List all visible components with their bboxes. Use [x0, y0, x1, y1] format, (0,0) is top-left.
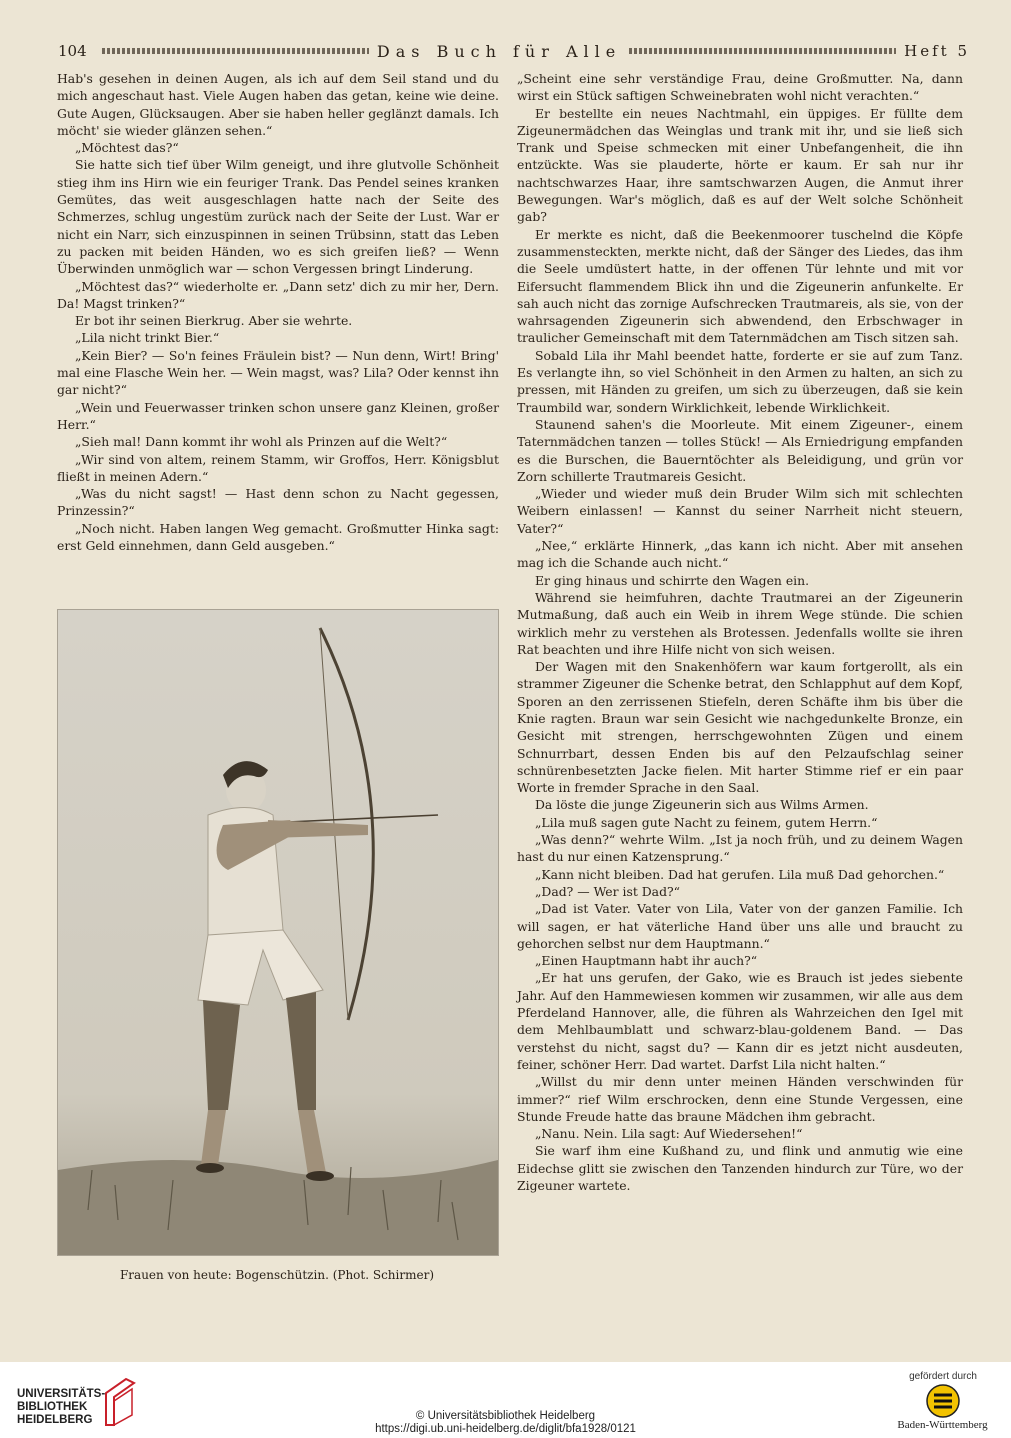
paragraph: „Möchtest das?“ wiederholte er. „Dann setz' dich zu mir her, Dern. Da! Magst trinken?“	[57, 278, 499, 311]
paragraph: „Er hat uns gerufen, der Gako, wie es Brauch ist jedes siebente Jahr. Auf den Hammewiesen kommen wir zusammen, wir alle aus dem Pferdeland Hannover, alle, die führen als Wahrzeichen den Igel mit dem Mehlbaumblatt und schwarz-blau-goldenem Band. — Das verstehst du nicht, sagst du? — Kann dir es jetzt nicht ausdeuten, feiner, schöner Herr. Dad wartet. Darfst Lila nicht halten.“	[517, 970, 963, 1072]
archer-photo-image	[58, 610, 498, 1255]
paragraph: Staunend sahen's die Moorleute. Mit einem Zigeuner-, einem Taternmädchen tanzen — tolles Stück! — Als Erniedrigung empfanden es die Burschen, die Bauerntöchter als Beleidigung, und grün vor Zorn schillerte Trautmareis Gesicht.	[517, 416, 963, 484]
right-text-column	[517, 70, 963, 1194]
paragraph: Sie warf ihm eine Kußhand zu, und flink und anmutig wie eine Eidechse glitt sie zwischen den Tanzenden hindurch zur Türe, wo der Zigeuner wartete.	[517, 1143, 963, 1193]
paragraph: „Wieder und wieder muß dein Bruder Wilm sich mit schlechten Weibern einlassen! — Kannst du seiner Narrheit nicht steuern, Vater?“	[517, 486, 963, 536]
library-name-line: BIBLIOTHEK	[17, 1401, 88, 1413]
paragraph: Er ging hinaus und schirrte den Wagen ein.	[535, 572, 810, 588]
library-name-line: HEIDELBERG	[17, 1414, 93, 1426]
paragraph: Er bot ihr seinen Bierkrug. Aber sie wehrte.	[75, 313, 353, 329]
paragraph: „Willst du mir denn unter meinen Händen verschwinden für immer?“ rief Wilm erschrocken, denn eine Stunde Vergessen, eine Stunde Freude hatte das braune Mädchen ihm gebracht.	[517, 1074, 963, 1124]
paragraph: „Einen Hauptmann habt ihr auch?“	[535, 953, 758, 969]
paragraph: „Kann nicht bleiben. Dad hat gerufen. Lila muß Dad gehorchen.“	[535, 866, 945, 882]
paragraph: „Dad ist Vater. Vater von Lila, Vater von der ganzen Familie. Ich will sagen, er hat väterliche Hand über uns alle und braucht zu gehorchen selbst nur dem Hauptmann.“	[517, 901, 963, 951]
page-number: 104	[58, 42, 87, 60]
paragraph: „Wir sind von altem, reinem Stamm, wir Groffos, Herr. Königsblut fließt in meinen Adern.“	[57, 451, 499, 484]
header-ornament-left	[102, 48, 369, 54]
paragraph: Hab's gesehen in deinen Augen, als ich auf dem Seil stand und du mich angeschaut hast. Viele Augen haben das getan, keine wie deine. Gute Augen, Glücksaugen. Aber sie haben heller geglänzt damals. Ich möcht' sie wieder glänzen sehen.“	[57, 71, 499, 138]
issue-label: Heft 5	[904, 42, 970, 60]
paragraph: „Möchtest das?“	[75, 140, 179, 156]
funded-by-label: gefördert durch	[909, 1371, 977, 1382]
paragraph: Sie hatte sich tief über Wilm geneigt, und ihre glutvolle Schönheit stieg ihm ins Hirn wie ein feuriger Trank. Das Pendel seines kranken Gemütes, das weit ausgeschlagen hatte nach der Seite des Schmerzes, schlug ungestüm zurück nach der Seite der Lust. War er nicht ein Narr, sich einzuspinnen in seinen Trübsinn, statt das Leben zu packen mit beiden Händen, wo es sich greifen ließ? — Wenn Überwinden unmöglich war — schon Vergessen bringt Linderung.	[57, 157, 499, 277]
baden-wuerttemberg-emblem-icon	[925, 1383, 961, 1419]
paragraph: „Nee,“ erklärte Hinnerk, „das kann ich nicht. Aber mit ansehen mag ich die Schande auch nicht.“	[517, 538, 963, 571]
paragraph: „Was du nicht sagst! — Hast denn schon zu Nacht gegessen, Prinzessin?“	[57, 486, 499, 519]
photo-caption: Frauen von heute: Bogenschützin. (Phot. Schirmer)	[119, 1268, 434, 1282]
paragraph: Er bestellte ein neues Nachtmahl, ein üppiges. Er füllte dem Zigeunermädchen das Weinglas und trank mit ihr, und sie ließ sich Trank und Speise schmecken mit einer Unbefangenheit, die ihn entzückte. Was sie plauderte, hörte er kaum. Er sah nur ihr nachtschwarzes Haar, ihre samtschwarzen Augen, die Anmut ihrer Bewegungen. War's möglich, daß es auf der Welt solche Schönheit gab?	[517, 105, 963, 225]
paragraph: Er merkte es nicht, daß die Beekenmoorer tuschelnd die Köpfe zusammensteckten, merkte nicht, daß der Sänger des Liedes, das ihm die Seele umdüstert hatte, in der offenen Tür lehnte und mit vor Eifersucht flammendem Blick ihn und die Zigeunerin anfunkelte. Er sah auch nicht das zornige Aufschrecken Trautmareis, als sie, von der wahrsagenden Zigeunerin sich abwendend, den Erbschwager in traulicher Gemeinschaft mit dem Taternmädchen am Tisch sitzen sah.	[517, 226, 963, 346]
archer-photo	[57, 609, 499, 1256]
paragraph: Während sie heimfuhren, dachte Trautmarei an der Zigeunerin Mutmaßung, daß auch ein Weib in ihrem Wege stünde. Die schien wirklich mehr zu verstehen als Brotessen. Jedenfalls wollte sie ihren Rat beachten und ihre Hilfe nicht von sich weisen.	[517, 589, 963, 657]
paragraph: „Nanu. Nein. Lila sagt: Auf Wiedersehen!“	[535, 1126, 803, 1142]
paragraph: „Lila nicht trinkt Bier.“	[75, 330, 220, 346]
magazine-title: Das Buch für Alle	[376, 41, 622, 61]
paragraph: „Noch nicht. Haben langen Weg gemacht. Großmutter Hinka sagt: erst Geld einnehmen, dann Geld ausgeben.“	[57, 520, 499, 554]
left-text-column	[57, 70, 499, 554]
header-ornament-right	[629, 48, 896, 54]
copyright-notice: © Universitätsbibliothek Heidelberg	[415, 1410, 596, 1422]
paragraph: „Lila muß sagen gute Nacht zu feinem, gutem Herrn.“	[535, 814, 878, 830]
paragraph: „Wein und Feuerwasser trinken schon unsere ganz Kleinen, großer Herr.“	[57, 399, 499, 432]
funder-name[interactable]: Baden-Württemberg	[897, 1419, 988, 1431]
paragraph: Der Wagen mit den Snakenhöfern war kaum fortgerollt, als ein strammer Zigeuner die Schenke betrat, den Schlapphut auf dem Kopf, Sporen an den zerrissenen Stiefeln, deren Schäfte ihm bis über die Knie ragten. Braun war sein Gesicht wie nachgedunkelte Bronze, ein Gesicht mit strengen, herrschgewohnten Zügen und einem Schnurrbart, dessen Enden bis auf den Pelzaufschlag seiner schnürenbesetzten Jacke fielen. Mit harter Stimme rief er ein paar Worte in fremder Sprache in den Saal.	[517, 659, 963, 796]
page-header	[58, 40, 970, 62]
paragraph: „Scheint eine sehr verständige Frau, deine Großmutter. Na, dann wirst ein Stück saftigen Schweinebraten wohl nicht verachten.“	[517, 71, 963, 104]
paragraph: „Kein Bier? — So'n feines Fräulein bist? — Nun denn, Wirt! Bring' mal eine Flasche Wein her. — Wein magst, was? Lila? Oder kennst ihn gar nicht?“	[57, 347, 499, 398]
paragraph: „Sieh mal! Dann kommt ihr wohl als Prinzen auf die Welt?“	[75, 434, 448, 450]
paragraph: „Was denn?“ wehrte Wilm. „Ist ja noch früh, und zu deinem Wagen hast du nur einen Katzensprung.“	[517, 832, 963, 865]
paragraph: Da löste die junge Zigeunerin sich aus Wilms Armen.	[535, 797, 869, 813]
library-name-line: UNIVERSITÄTS-	[17, 1388, 106, 1400]
source-url-link[interactable]: https://digi.ub.uni-heidelberg.de/diglit/bfa1928/0121	[375, 1423, 636, 1435]
paragraph: Sobald Lila ihr Mahl beendet hatte, forderte er sie auf zum Tanz. Es verlangte ihn, so viel Schönheit in den Armen zu halten, an sich zu pressen, mit Händen zu greifen, um sich zu überzeugen, daß sie kein Traumbild war, sondern Wirklichkeit, lebende Wirklichkeit.	[517, 347, 963, 415]
paragraph: „Dad? — Wer ist Dad?“	[535, 883, 680, 899]
